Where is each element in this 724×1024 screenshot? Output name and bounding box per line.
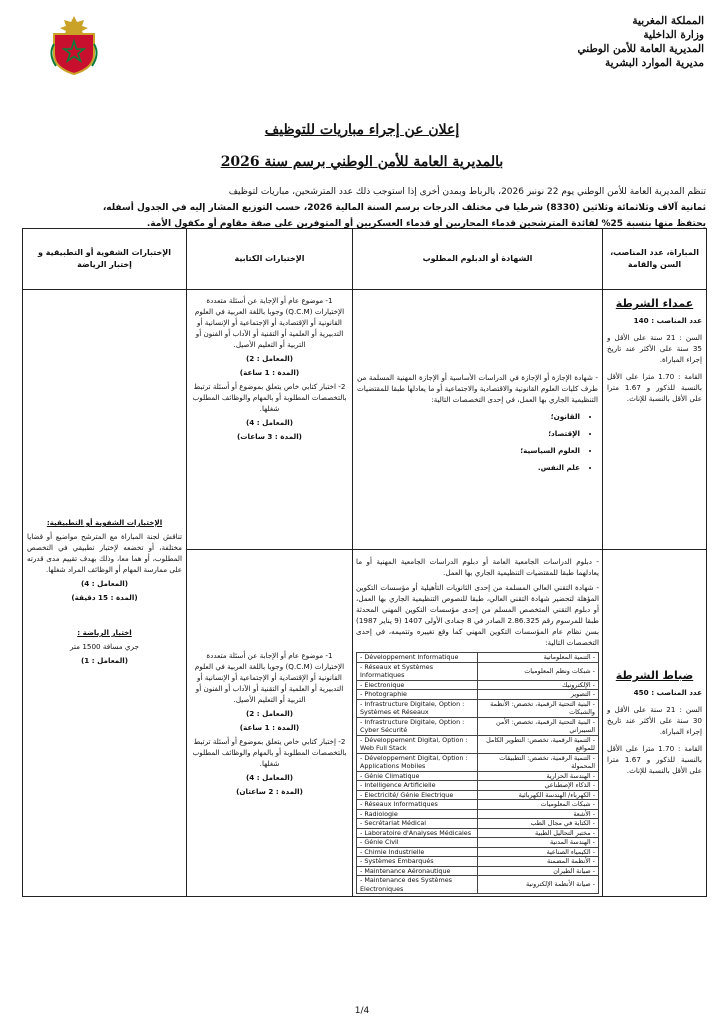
specialty-french: - Infrastructure Digitale, Option : Systèmes et Réseaux bbox=[357, 699, 478, 717]
specialty-french: - Développement Digital, Option : Applications Mobiles bbox=[357, 753, 478, 771]
specialty-row bbox=[357, 838, 599, 848]
specialty-arabic: - صيانة الأنظمة الإلكترونية bbox=[478, 876, 599, 894]
specialty-french: - Electronique bbox=[357, 680, 478, 690]
written-exam-1: 1- موضوع عام أو الإجابة عن أسئلة متعددة الإختيارات (Q.C.M) وجوبا باللغة العربية في العلوم القانونية أو الإقتصادية أو الإجتماعية أو الإنسانية أو التدبيرية أو العلمية أو التقنية أو الآداب أو الفنون أو التربية أو التعليم الأصيل. bbox=[194, 650, 345, 704]
list-item: • القانون؛ bbox=[357, 411, 580, 422]
specialty-french: - Infrastructure Digitale, Option : Cyber Sécurité bbox=[357, 717, 478, 735]
oral-heading: الإختبارات الشفوية أو التطبيقية: bbox=[46, 518, 163, 527]
competition-cell bbox=[603, 550, 707, 897]
oral-text: تناقش لجنة المباراة مع المترشح مواضيع أو قضايا مختلفة، أو تخضعه لإختبار تطبيقي في التخصص المطلوب، أو هما معا، وذلك بهدف تقييم مدى قدرته على ممارسة المهام أو الوظائف المراد شغلها. bbox=[27, 532, 182, 574]
specialty-french: - Chimie Industrielle bbox=[357, 847, 478, 857]
header-organization bbox=[504, 14, 704, 70]
intro-line: ثمانية آلاف وثلاثمائة وثلاثين (8330) شرطيا في مختلف الدرجات برسم السنة المالية 2026، حسب التوزيع المشار إليه في الجدول أسفله، bbox=[102, 203, 706, 213]
duration: (المدة : 3 ساعات) bbox=[237, 432, 302, 441]
header-line: المديرية العامة للأمن الوطني bbox=[577, 43, 704, 55]
specialty-arabic: - شبكات ونظم المعلوميات bbox=[478, 662, 599, 680]
specialty-arabic: - الهندسة المدنية bbox=[478, 838, 599, 848]
coefficient: (المعامل : 2) bbox=[245, 708, 294, 718]
specialty-row bbox=[357, 857, 599, 867]
specialty-french: - Réseaux Informatiques bbox=[357, 800, 478, 810]
specialty-french: - Génie Climatique bbox=[357, 771, 478, 781]
specialty-french: - Radiologie bbox=[357, 809, 478, 819]
specialty-row bbox=[357, 781, 599, 791]
coefficient: (المعامل : 4) bbox=[245, 418, 294, 427]
table-row bbox=[23, 290, 707, 550]
specialty-french: - Intelligence Artificielle bbox=[357, 781, 478, 791]
specialty-row bbox=[357, 790, 599, 800]
competition-cell bbox=[603, 290, 707, 550]
specialty-french: - Systèmes Embarqués bbox=[357, 857, 478, 867]
posts-count: عدد المناصب : 450 bbox=[633, 688, 702, 697]
header-line: مديرية الموارد البشرية bbox=[605, 57, 704, 69]
coefficient: (المعامل : 1) bbox=[80, 656, 129, 665]
specialty-arabic: - التنمية المعلوماتية bbox=[478, 653, 599, 663]
specialty-row bbox=[357, 828, 599, 838]
specialty-arabic: - البنية التحتية الرقمية، تخصص: الأمن السيبراني bbox=[478, 717, 599, 735]
specialty-row bbox=[357, 753, 599, 771]
specialty-arabic: - الأنظمة المضمنة bbox=[478, 857, 599, 867]
diploma-text: - شهادة الإجازة أو الإجازة في الدراسات الأساسية أو الإجازة المهنية المسلمة من طرف كليات العلوم القانونية والاقتصادية والاجتماعية أو ما يعادلها طبقا للمقتضيات التنظيمية الجاري بها العمل، في إحدى التخصصات التالية: bbox=[357, 373, 598, 404]
written-exams-cell bbox=[187, 290, 353, 550]
specialty-arabic: - التنمية الرقمية، تخصص: التطوير الكامل للمواقع bbox=[478, 735, 599, 753]
coefficient: (المعامل : 4) bbox=[245, 772, 294, 782]
oral-exams-cell bbox=[23, 290, 187, 897]
announcement-title: إعلان عن إجراء مباريات للتوظيف bbox=[264, 122, 460, 138]
diploma-text: - شهادة التقني العالي المسلمة من إحدى الثانويات التأهيلية أو مؤسسات التكوين المؤهلة لتحضير شهادة التقني العالي، طبقا للنصوص التنظيمية الجاري بها العمل، أو دبلوم التقني المتخصص المسلم من إحدى مؤسسات التكوين المهني المحدثة طبقا للمرسوم رقم 2.86.325 الصادر في 8 جمادى الأولى 1407 (9 يناير 1987) بسن نظام عام المؤسسات التكوين المهني كما وقع تغييره وتتميمه، في إحدى التخصصات التالية: bbox=[356, 583, 599, 647]
written-exam-2: 2- اختبار كتابي خاص يتعلق بموضوع أو أسئلة ترتبط بالتخصصات المطلوبة أو بالمهام والوظائف المطلوب شغلها. bbox=[192, 382, 347, 413]
header-diploma: الشهادة أو الدبلوم المطلوب bbox=[353, 229, 603, 290]
specialty-row bbox=[357, 809, 599, 819]
specialty-french: - Electricité/ Génie Electrique bbox=[357, 790, 478, 800]
specialty-arabic: - مختبر التحاليل الطبية bbox=[478, 828, 599, 838]
duration: (المدة : 15 دقيقة) bbox=[71, 593, 138, 602]
specialty-row bbox=[357, 653, 599, 663]
specialty-row bbox=[357, 735, 599, 753]
announcement-subtitle: بالمديرية العامة للأمن الوطني برسم سنة 2026 bbox=[220, 154, 504, 170]
specialty-french: - Réseaux et Systèmes Informatiques bbox=[357, 662, 478, 680]
intro-line: تنظم المديرية العامة للأمن الوطني يوم 22 نونبر 2026، بالرباط وبمدن أخرى إذا استوجب ذلك عدد المترشحين، مباريات لتوظيف bbox=[228, 187, 706, 197]
specialty-row bbox=[357, 800, 599, 810]
specialty-french: - Génie Civil bbox=[357, 838, 478, 848]
specialty-arabic: - الكيمياء الصناعية bbox=[478, 847, 599, 857]
specialty-arabic: - الأشعة bbox=[478, 809, 599, 819]
specialty-french: - Développement Digital, Option : Web Full Stack bbox=[357, 735, 478, 753]
age-requirement: السن : 21 سنة على الأقل و 30 سنة على الأكثر عند تاريخ إجراء المباراة. bbox=[607, 705, 702, 736]
written-exam-2: 2- إختبار كتابي خاص يتعلق بموضوع أو أسئلة ترتبط بالتخصصات المطلوبة أو بالمهام والوظائف المطلوب شغلها. bbox=[192, 736, 347, 768]
specialty-arabic: - الكهرباء/ الهندسة الكهربائية bbox=[478, 790, 599, 800]
specialty-row bbox=[357, 847, 599, 857]
specialty-row bbox=[357, 699, 599, 717]
specialty-arabic: - الذكاء الإصطناعي bbox=[478, 781, 599, 791]
specialty-french: - Secrétariat Médical bbox=[357, 819, 478, 829]
diploma-text: - دبلوم الدراسات الجامعية العامة أو دبلوم الدراسات الجامعية المهنية أو ما يعادلهما طبقا للمقتضيات التنظيمية الجاري بها العمل. bbox=[356, 557, 599, 577]
specialty-french: - Maintenance des Systèmes Electroniques bbox=[357, 876, 478, 894]
intro-line: يحتفظ منها بنسبة 25% لفائدة المترشحين قدماء المحاربين أو قدماء العسكريين أو المتوفرين على صفة مقاوم أو مكفول الأمة. bbox=[146, 219, 706, 229]
grade-title: ضباط الشرطة bbox=[615, 669, 694, 682]
specialty-row bbox=[357, 876, 599, 894]
list-item: • الإقتصاد؛ bbox=[357, 428, 580, 439]
header-line: وزارة الداخلية bbox=[643, 29, 704, 41]
coefficient: (المعامل : 4) bbox=[80, 579, 129, 588]
specialty-row bbox=[357, 717, 599, 735]
sport-heading: اختبار الرياضة : bbox=[77, 628, 132, 637]
recruitment-table bbox=[22, 228, 707, 897]
sport-text: جري مسافة 1500 متر bbox=[70, 642, 139, 651]
posts-count: عدد المناصب : 140 bbox=[633, 316, 702, 325]
page-number: 1/4 bbox=[354, 1006, 370, 1016]
header-oral-exams: الإختبارات الشفوية أو التطبيقية و إختبار الرياضة bbox=[23, 229, 187, 290]
coefficient: (المعامل : 2) bbox=[245, 354, 294, 363]
intro-paragraph bbox=[22, 184, 706, 232]
specialty-row bbox=[357, 771, 599, 781]
list-item: • علم النفس. bbox=[357, 462, 580, 473]
table-header-row bbox=[23, 229, 707, 290]
diploma-cell bbox=[353, 550, 603, 897]
specialty-french: - Maintenance Aéronautique bbox=[357, 866, 478, 876]
duration: (المدة : 2 ساعتان) bbox=[236, 786, 303, 796]
specialty-arabic: - شبكات المعلوميات bbox=[478, 800, 599, 810]
duration: (المدة : 1 ساعة) bbox=[239, 722, 300, 732]
specialty-french: - Développement Informatique bbox=[357, 653, 478, 663]
specialty-table bbox=[356, 652, 599, 894]
grade-title: عمداء الشرطة bbox=[615, 297, 694, 310]
specialty-arabic: - التنمية الرقمية، تخصص: التطبيقات المحمولة bbox=[478, 753, 599, 771]
header-written-exams: الإختبارات الكتابية bbox=[187, 229, 353, 290]
specialty-arabic: - الهندسة الحرارية bbox=[478, 771, 599, 781]
height-requirement: القامة : 1.70 مترا على الأقل بالنسبة للذكور و 1.67 مترا على الأقل بالنسبة للإناث. bbox=[607, 372, 702, 403]
written-exams-cell bbox=[187, 550, 353, 897]
specialty-arabic: - الإلكترونيك bbox=[478, 680, 599, 690]
age-requirement: السن : 21 سنة على الأقل و 35 سنة على الأكثر عند تاريخ إجراء المباراة. bbox=[607, 333, 702, 364]
list-item: • العلوم السياسية؛ bbox=[357, 445, 580, 456]
specialty-arabic: - البنية التحتية الرقمية، تخصص: الأنظمة والشبكات bbox=[478, 699, 599, 717]
police-emblem-icon bbox=[46, 14, 102, 76]
specialty-row bbox=[357, 819, 599, 829]
header-line: المملكة المغربية bbox=[632, 15, 704, 27]
duration: (المدة : 1 ساعة) bbox=[239, 368, 300, 377]
specialty-row bbox=[357, 866, 599, 876]
specialty-row bbox=[357, 680, 599, 690]
header-competition: المباراة، عدد المناصب، السن والقامة bbox=[603, 229, 707, 290]
specialty-row bbox=[357, 662, 599, 680]
specialty-row bbox=[357, 690, 599, 700]
specialty-arabic: - الكتابة في مجال الطب bbox=[478, 819, 599, 829]
specialty-french: - Photographie bbox=[357, 690, 478, 700]
specialty-list bbox=[357, 411, 598, 473]
written-exam-1: 1- موضوع عام أو الإجابة عن أسئلة متعددة الإختيارات (Q.C.M) وجوبا باللغة العربية في العلوم القانونية أو الإقتصادية أو الإجتماعية أو الإنسانية أو التدبيرية أو العلمية أو التقنية أو الآداب أو الفنون أو التربية أو التعليم الأصيل. bbox=[194, 296, 345, 349]
specialty-french: - Laboratoire d'Analyses Médicales bbox=[357, 828, 478, 838]
height-requirement: القامة : 1.70 مترا على الأقل بالنسبة للذكور و 1.67 مترا على الأقل بالنسبة للإناث. bbox=[607, 744, 702, 775]
diploma-cell bbox=[353, 290, 603, 550]
specialty-arabic: - صيانة الطيران bbox=[478, 866, 599, 876]
specialty-arabic: - التصوير bbox=[478, 690, 599, 700]
